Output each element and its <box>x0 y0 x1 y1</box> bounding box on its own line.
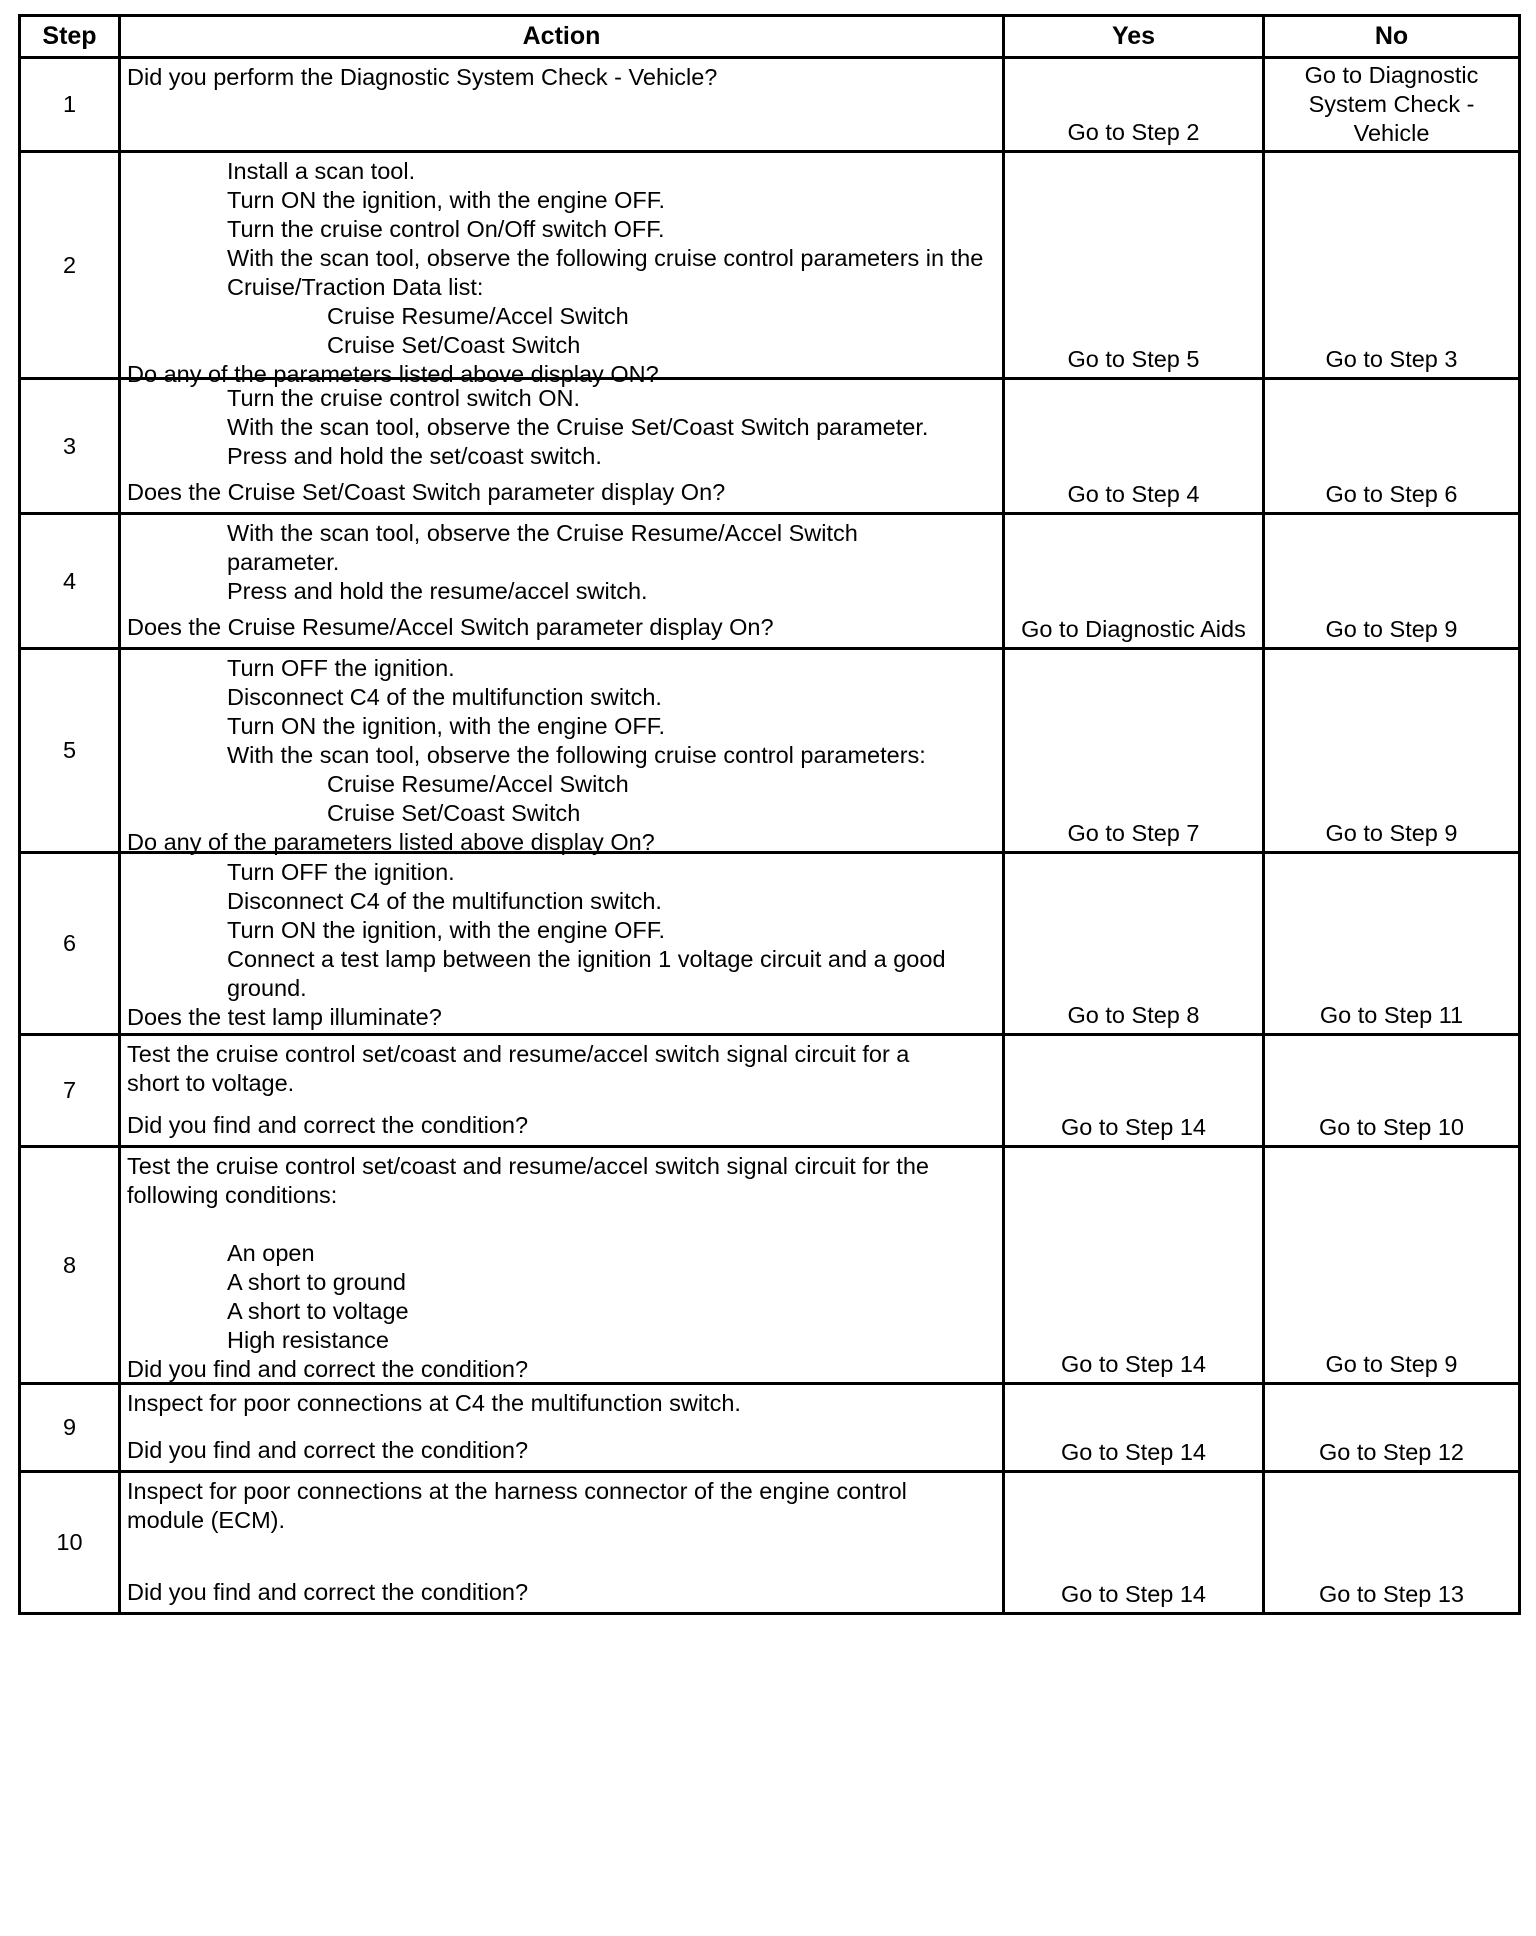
instruction: Turn OFF the ignition. <box>227 859 455 885</box>
step-number: 6 <box>20 853 120 1035</box>
action-cell <box>120 1472 1004 1614</box>
instructions <box>127 858 996 1003</box>
no-cell: Go to Step 11 <box>1264 853 1520 1035</box>
action-cell <box>120 514 1004 649</box>
step-number: 2 <box>20 152 120 379</box>
table-row-step-2 <box>20 152 1520 379</box>
instructions <box>127 1152 996 1355</box>
table-row-step-8 <box>20 1147 1520 1384</box>
action-cell <box>120 1035 1004 1147</box>
yes-cell: Go to Step 7 <box>1004 649 1264 853</box>
action-cell <box>120 152 1004 387</box>
step-number: 8 <box>20 1147 120 1384</box>
condition-item: A short to ground <box>227 1269 406 1295</box>
instruction: Disconnect C4 of the multifunction switch. <box>227 888 662 914</box>
parameter-item: Cruise Set/Coast Switch <box>327 800 581 826</box>
instruction: Install a scan tool. <box>227 158 416 184</box>
header-step: Step <box>20 16 120 58</box>
action-cell <box>120 58 1004 152</box>
no-cell: Go to Step 9 <box>1264 514 1520 649</box>
question: Did you perform the Diagnostic System Check - Vehicle? <box>127 64 718 90</box>
question: Do any of the parameters listed above display On? <box>127 829 655 855</box>
step-number: 9 <box>20 1384 120 1472</box>
no-cell <box>1264 58 1520 152</box>
instruction: Turn ON the ignition, with the engine OFF. <box>227 187 666 213</box>
action-cell <box>120 379 1004 514</box>
question: Did you find and correct the condition? <box>127 1356 529 1382</box>
question: Does the Cruise Set/Coast Switch parameter display On? <box>127 479 726 505</box>
instructions <box>127 519 996 606</box>
instruction: With the scan tool, observe the following cruise control parameters in the Cruise/Traction Data list: <box>227 245 984 300</box>
parameter-item: Cruise Resume/Accel Switch <box>327 303 629 329</box>
instruction: With the scan tool, observe the following cruise control parameters: <box>227 742 926 768</box>
instructions <box>127 654 996 828</box>
question: Do any of the parameters listed above display ON? <box>127 361 659 387</box>
instruction: Turn OFF the ignition. <box>227 655 455 681</box>
instruction: Turn the cruise control switch ON. <box>227 385 581 411</box>
no-cell: Go to Step 12 <box>1264 1384 1520 1472</box>
yes-cell: Go to Step 14 <box>1004 1147 1264 1384</box>
no-cell: Go to Step 9 <box>1264 649 1520 853</box>
action-cell <box>120 649 1004 853</box>
instruction: Press and hold the resume/accel switch. <box>227 578 648 604</box>
instruction: Turn the cruise control On/Off switch OFF. <box>227 216 665 242</box>
diagnostic-table <box>18 14 1521 1615</box>
instruction: Turn ON the ignition, with the engine OFF. <box>227 713 666 739</box>
instruction: Inspect for poor connections at the harness connector of the engine control module (ECM). <box>127 1478 907 1533</box>
step-number: 5 <box>20 649 120 853</box>
parameter-item: Cruise Resume/Accel Switch <box>327 771 629 797</box>
instruction: Turn ON the ignition, with the engine OFF. <box>227 917 666 943</box>
instruction: Test the cruise control set/coast and resume/accel switch signal circuit for a short to voltage. <box>127 1041 910 1096</box>
step-number: 3 <box>20 379 120 514</box>
step-number: 10 <box>20 1472 120 1614</box>
question: Did you find and correct the condition? <box>127 1579 529 1605</box>
action-cell <box>120 853 1004 1035</box>
table-row-step-4 <box>20 514 1520 649</box>
no-cell: Go to Step 6 <box>1264 379 1520 514</box>
yes-cell: Go to Diagnostic Aids <box>1004 514 1264 649</box>
table-row-step-10 <box>20 1472 1520 1614</box>
table-row-step-1 <box>20 58 1520 152</box>
instruction: With the scan tool, observe the Cruise Set/Coast Switch parameter. <box>227 414 929 440</box>
header-row <box>20 16 1520 58</box>
question: Does the test lamp illuminate? <box>127 1004 442 1030</box>
question: Does the Cruise Resume/Accel Switch parameter display On? <box>127 614 774 640</box>
condition-item: High resistance <box>227 1327 389 1353</box>
action-cell <box>120 1147 1004 1384</box>
header-yes: Yes <box>1004 16 1264 58</box>
table-row-step-3 <box>20 379 1520 514</box>
instruction: Test the cruise control set/coast and resume/accel switch signal circuit for the following conditions: <box>127 1153 929 1208</box>
condition-item: A short to voltage <box>227 1298 409 1324</box>
table-row-step-9 <box>20 1384 1520 1472</box>
table-row-step-6 <box>20 853 1520 1035</box>
yes-cell: Go to Step 4 <box>1004 379 1264 514</box>
step-number: 4 <box>20 514 120 649</box>
question: Did you find and correct the condition? <box>127 1112 529 1138</box>
instruction: Inspect for poor connections at C4 the multifunction switch. <box>127 1390 741 1416</box>
header-no: No <box>1264 16 1520 58</box>
instructions <box>127 157 996 360</box>
step-number: 7 <box>20 1035 120 1147</box>
table-row-step-5 <box>20 649 1520 853</box>
instruction: With the scan tool, observe the Cruise Resume/Accel Switch parameter. <box>227 520 858 575</box>
header-action: Action <box>120 16 1004 58</box>
step-number: 1 <box>20 58 120 152</box>
no-cell: Go to Step 10 <box>1264 1035 1520 1147</box>
question: Did you find and correct the condition? <box>127 1437 529 1463</box>
yes-cell: Go to Step 8 <box>1004 853 1264 1035</box>
yes-cell: Go to Step 5 <box>1004 152 1264 379</box>
table-row-step-7 <box>20 1035 1520 1147</box>
instruction: Press and hold the set/coast switch. <box>227 443 602 469</box>
parameter-item: Cruise Set/Coast Switch <box>327 332 581 358</box>
instructions <box>127 384 996 471</box>
yes-cell: Go to Step 14 <box>1004 1035 1264 1147</box>
yes-cell: Go to Step 14 <box>1004 1384 1264 1472</box>
action-cell <box>120 1384 1004 1472</box>
instruction: Connect a test lamp between the ignition 1 voltage circuit and a good ground. <box>227 946 946 1001</box>
instruction: Disconnect C4 of the multifunction switch. <box>227 684 662 710</box>
no-text: Go to Diagnostic System Check - Vehicle <box>1304 62 1479 146</box>
no-cell: Go to Step 3 <box>1264 152 1520 379</box>
yes-cell: Go to Step 14 <box>1004 1472 1264 1614</box>
yes-cell: Go to Step 2 <box>1004 58 1264 152</box>
condition-item: An open <box>227 1240 315 1266</box>
no-cell: Go to Step 13 <box>1264 1472 1520 1614</box>
no-cell: Go to Step 9 <box>1264 1147 1520 1384</box>
